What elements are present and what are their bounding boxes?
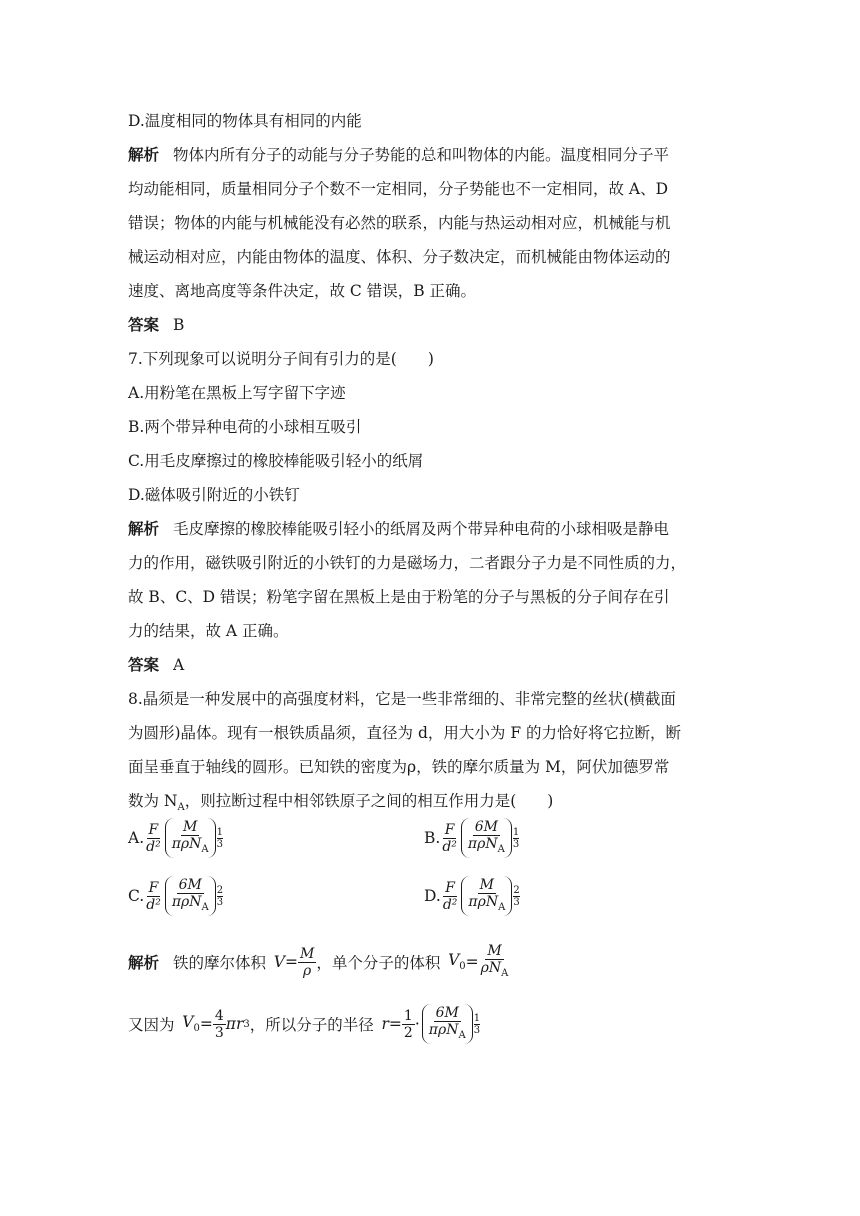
- denominator: [144, 839, 163, 855]
- math-text: V=: [273, 953, 298, 971]
- denominator: [170, 836, 211, 858]
- math-text: ρ: [303, 962, 312, 979]
- option-letter: D.: [424, 887, 441, 905]
- q7-answer: [128, 648, 184, 682]
- line-text: A: [173, 656, 185, 674]
- math-text: M: [479, 876, 495, 893]
- bracket: [461, 818, 512, 858]
- numerator: [147, 880, 161, 897]
- inner-fraction: [466, 877, 507, 916]
- math-group: [467, 835, 505, 855]
- line-text: 为圆形)晶体。现有一根铁质晶须，直径为 d，用大小为 F 的力恰好将它拉断，断: [128, 724, 682, 742]
- line-text: A.用粉笔在黑板上写字留下字迹: [128, 384, 346, 402]
- force-fraction: [144, 880, 163, 913]
- math-group: [171, 835, 209, 855]
- q6-analysis-4: [128, 240, 671, 274]
- math-text: F: [148, 821, 159, 838]
- inner-fraction: [170, 877, 211, 916]
- math-text: F: [445, 879, 455, 896]
- line-text: B: [173, 316, 185, 334]
- math-text: πρN: [171, 893, 202, 910]
- section-label: 解析: [128, 519, 160, 538]
- math-text: 4: [214, 1007, 224, 1024]
- line-text: 力的结果，故 A 正确。: [128, 622, 289, 640]
- q6-analysis-2: [128, 172, 668, 206]
- math-group: [480, 959, 509, 979]
- math-text: M: [182, 818, 198, 835]
- line-text: 铁的摩尔体积: [173, 954, 274, 972]
- math-text: πρN: [468, 893, 499, 910]
- subscript: A: [497, 843, 505, 855]
- math-text: 1: [403, 1007, 413, 1024]
- inner-fraction: [466, 819, 507, 858]
- denominator: [213, 1025, 226, 1041]
- line-text: 均动能相同，质量相同分子个数不一定相同，分子势能也不一定相同，故 A、D: [128, 180, 669, 198]
- math-group: [448, 951, 466, 972]
- q7-analysis-2: [128, 546, 686, 580]
- q8-stem-1: [128, 682, 676, 716]
- numerator: [213, 1008, 226, 1025]
- exponent: [217, 885, 223, 908]
- q7-analysis-4: [128, 614, 289, 648]
- exponent-num: 1: [216, 826, 223, 838]
- line-text: 面呈垂直于轴线的圆形。已知铁的密度为ρ，铁的摩尔质量为 M，阿伏加德罗常: [128, 758, 670, 776]
- math-text: V: [182, 1013, 194, 1032]
- bracket: [461, 876, 512, 916]
- numerator: [443, 822, 457, 839]
- math-group: [171, 893, 209, 913]
- exponent-den: 3: [216, 838, 223, 850]
- half-fraction: [402, 1008, 415, 1041]
- q6-option-d: [128, 104, 362, 138]
- bracket: [422, 1004, 473, 1044]
- section-label: 答案: [128, 315, 160, 334]
- line-text: 毛皮摩擦的橡胶棒能吸引轻小的纸屑及两个带异种电荷的小球相吸是静电: [173, 520, 670, 538]
- line-text: 又因为: [128, 1016, 183, 1034]
- math-text: ρN: [480, 959, 502, 976]
- math-text: 2: [403, 1024, 413, 1041]
- inner-fraction: [427, 1005, 468, 1044]
- line-text: B.两个带异种电荷的小球相互吸引: [128, 418, 362, 436]
- section-label: 解析: [128, 953, 160, 972]
- denominator: [144, 897, 163, 913]
- four-thirds-fraction: [213, 1008, 226, 1041]
- math-text: 6M: [178, 876, 202, 893]
- denominator: [301, 963, 313, 979]
- line-text: 8.晶须是一种发展中的高强度材料，它是一些非常细的、非常完整的丝状(横截面: [128, 690, 676, 708]
- denominator: [440, 839, 459, 855]
- math-text: d²: [442, 896, 458, 913]
- q8-option-b: [424, 810, 519, 866]
- line-text: 力的作用，磁铁吸引附近的小铁钉的力是磁场力，二者跟分子力是不同性质的力，: [128, 554, 687, 572]
- q7-analysis-1: [128, 512, 669, 546]
- subscript: 0: [459, 961, 466, 973]
- math-text: V: [448, 951, 460, 970]
- line-text: ，单个分子的体积: [316, 954, 449, 972]
- math-group: [428, 1021, 466, 1041]
- numerator: [177, 877, 204, 894]
- exponent-den: 3: [216, 896, 224, 908]
- force-fraction: [441, 880, 460, 913]
- q8-analysis-1: [128, 934, 510, 990]
- q7-analysis-3: [128, 580, 670, 614]
- option-letter: B.: [424, 829, 441, 847]
- math-text: πρN: [428, 1021, 459, 1038]
- line-text: 错误；物体的内能与机械能没有必然的联系，内能与热运动相对应，机械能与机: [128, 214, 671, 232]
- denominator: [402, 1025, 415, 1041]
- math-text: M: [487, 942, 502, 959]
- math-group: [468, 893, 506, 913]
- exponent-num: 2: [216, 884, 224, 896]
- numerator: [298, 946, 316, 963]
- q6-analysis-5: [128, 274, 476, 308]
- math-text: d²: [146, 838, 161, 855]
- q6-analysis-3: [128, 206, 671, 240]
- math-text: ·: [414, 1015, 420, 1033]
- line-text: 速度、离地高度等条件决定，故 C 错误，B 正确。: [128, 282, 477, 300]
- denominator: [170, 894, 211, 916]
- denominator: [466, 836, 507, 858]
- force-fraction: [144, 822, 163, 855]
- q8-option-c: [128, 868, 223, 924]
- denominator: [466, 894, 507, 916]
- line-text: ，所以分子的半径: [249, 1016, 382, 1034]
- q8-analysis-2: [128, 996, 480, 1052]
- numerator: [181, 819, 199, 836]
- q8-stem-3: [128, 750, 669, 784]
- exponent: [474, 1013, 480, 1036]
- numerator: [402, 1008, 415, 1025]
- math-text: =: [465, 953, 479, 971]
- q7-stem: [128, 342, 434, 376]
- force-fraction: [440, 822, 459, 855]
- math-text: 3: [214, 1024, 224, 1041]
- inner-fraction: [170, 819, 211, 858]
- math-text: πr: [225, 1015, 244, 1033]
- molar-volume-fraction: [298, 946, 316, 979]
- subscript: A: [498, 901, 506, 913]
- numerator: [147, 822, 161, 839]
- subscript: 0: [193, 1023, 200, 1035]
- line-text: 7.下列现象可以说明分子间有引力的是( ): [128, 350, 434, 368]
- exponent-num: 2: [513, 884, 520, 896]
- bracket: [165, 876, 216, 916]
- q6-analysis-1: [128, 138, 669, 172]
- subscript: A: [458, 1029, 466, 1041]
- subscript: A: [501, 967, 509, 979]
- q7-option-c: [128, 444, 423, 478]
- q7-option-a: [128, 376, 346, 410]
- math-group: [182, 1013, 200, 1034]
- denominator: [427, 1022, 468, 1044]
- line-text: C.用毛皮摩擦过的橡胶棒能吸引轻小的纸屑: [128, 452, 424, 470]
- q8-stem-2: [128, 716, 681, 750]
- exponent-den: 3: [512, 838, 520, 850]
- exponent-num: 1: [473, 1012, 481, 1024]
- option-letter: A.: [128, 829, 145, 847]
- numerator: [443, 880, 457, 897]
- option-letter: C.: [128, 887, 145, 905]
- math-text: r=: [381, 1015, 402, 1033]
- line-text: 故 B、C、D 错误；粉笔字留在黑板上是由于粉笔的分子与黑板的分子间存在引: [128, 588, 670, 606]
- section-label: 答案: [128, 655, 160, 674]
- math-text: 6M: [474, 818, 498, 835]
- math-text: 6M: [435, 1004, 459, 1021]
- exponent: [513, 827, 519, 850]
- q7-option-d: [128, 478, 300, 512]
- numerator: [434, 1005, 461, 1022]
- denominator: [441, 897, 460, 913]
- exponent: [513, 885, 519, 908]
- exponent-den: 3: [513, 896, 520, 908]
- numerator: [485, 943, 503, 960]
- line-text: D.温度相同的物体具有相同的内能: [128, 112, 362, 130]
- math-text: d²: [146, 896, 161, 913]
- exponent-den: 3: [473, 1024, 481, 1036]
- line-text: 物体内所有分子的动能与分子势能的总和叫物体的内能。温度相同分子平: [173, 146, 670, 164]
- math-text: F: [444, 821, 455, 838]
- exponent: [217, 827, 223, 850]
- math-text: M: [299, 945, 315, 962]
- q7-option-b: [128, 410, 361, 444]
- numerator: [473, 819, 500, 836]
- subscript: A: [177, 802, 185, 814]
- subscript: A: [201, 901, 209, 913]
- line-text: 数为 N: [128, 792, 178, 810]
- subscript: A: [201, 843, 209, 855]
- math-text: πρN: [171, 835, 202, 852]
- bracket: [165, 818, 216, 858]
- superscript: 3: [243, 1018, 250, 1030]
- math-text: =: [199, 1015, 213, 1033]
- section-label: 解析: [128, 145, 160, 164]
- line-text: ，则拉断过程中相邻铁原子之间的相互作用力是( ): [184, 792, 554, 810]
- math-text: d²: [442, 838, 457, 855]
- math-text: F: [148, 879, 159, 896]
- line-text: 械运动相对应，内能由物体的温度、体积、分子数决定，而机械能由物体运动的: [128, 248, 671, 266]
- q6-answer: [128, 308, 184, 342]
- denominator: [479, 960, 511, 982]
- exponent-num: 1: [512, 826, 520, 838]
- q8-option-d: [424, 868, 520, 924]
- molecule-volume-fraction: [479, 943, 511, 982]
- q8-option-a: [128, 810, 223, 866]
- math-text: πρN: [467, 835, 498, 852]
- numerator: [478, 877, 496, 894]
- line-text: D.磁体吸引附近的小铁钉: [128, 486, 300, 504]
